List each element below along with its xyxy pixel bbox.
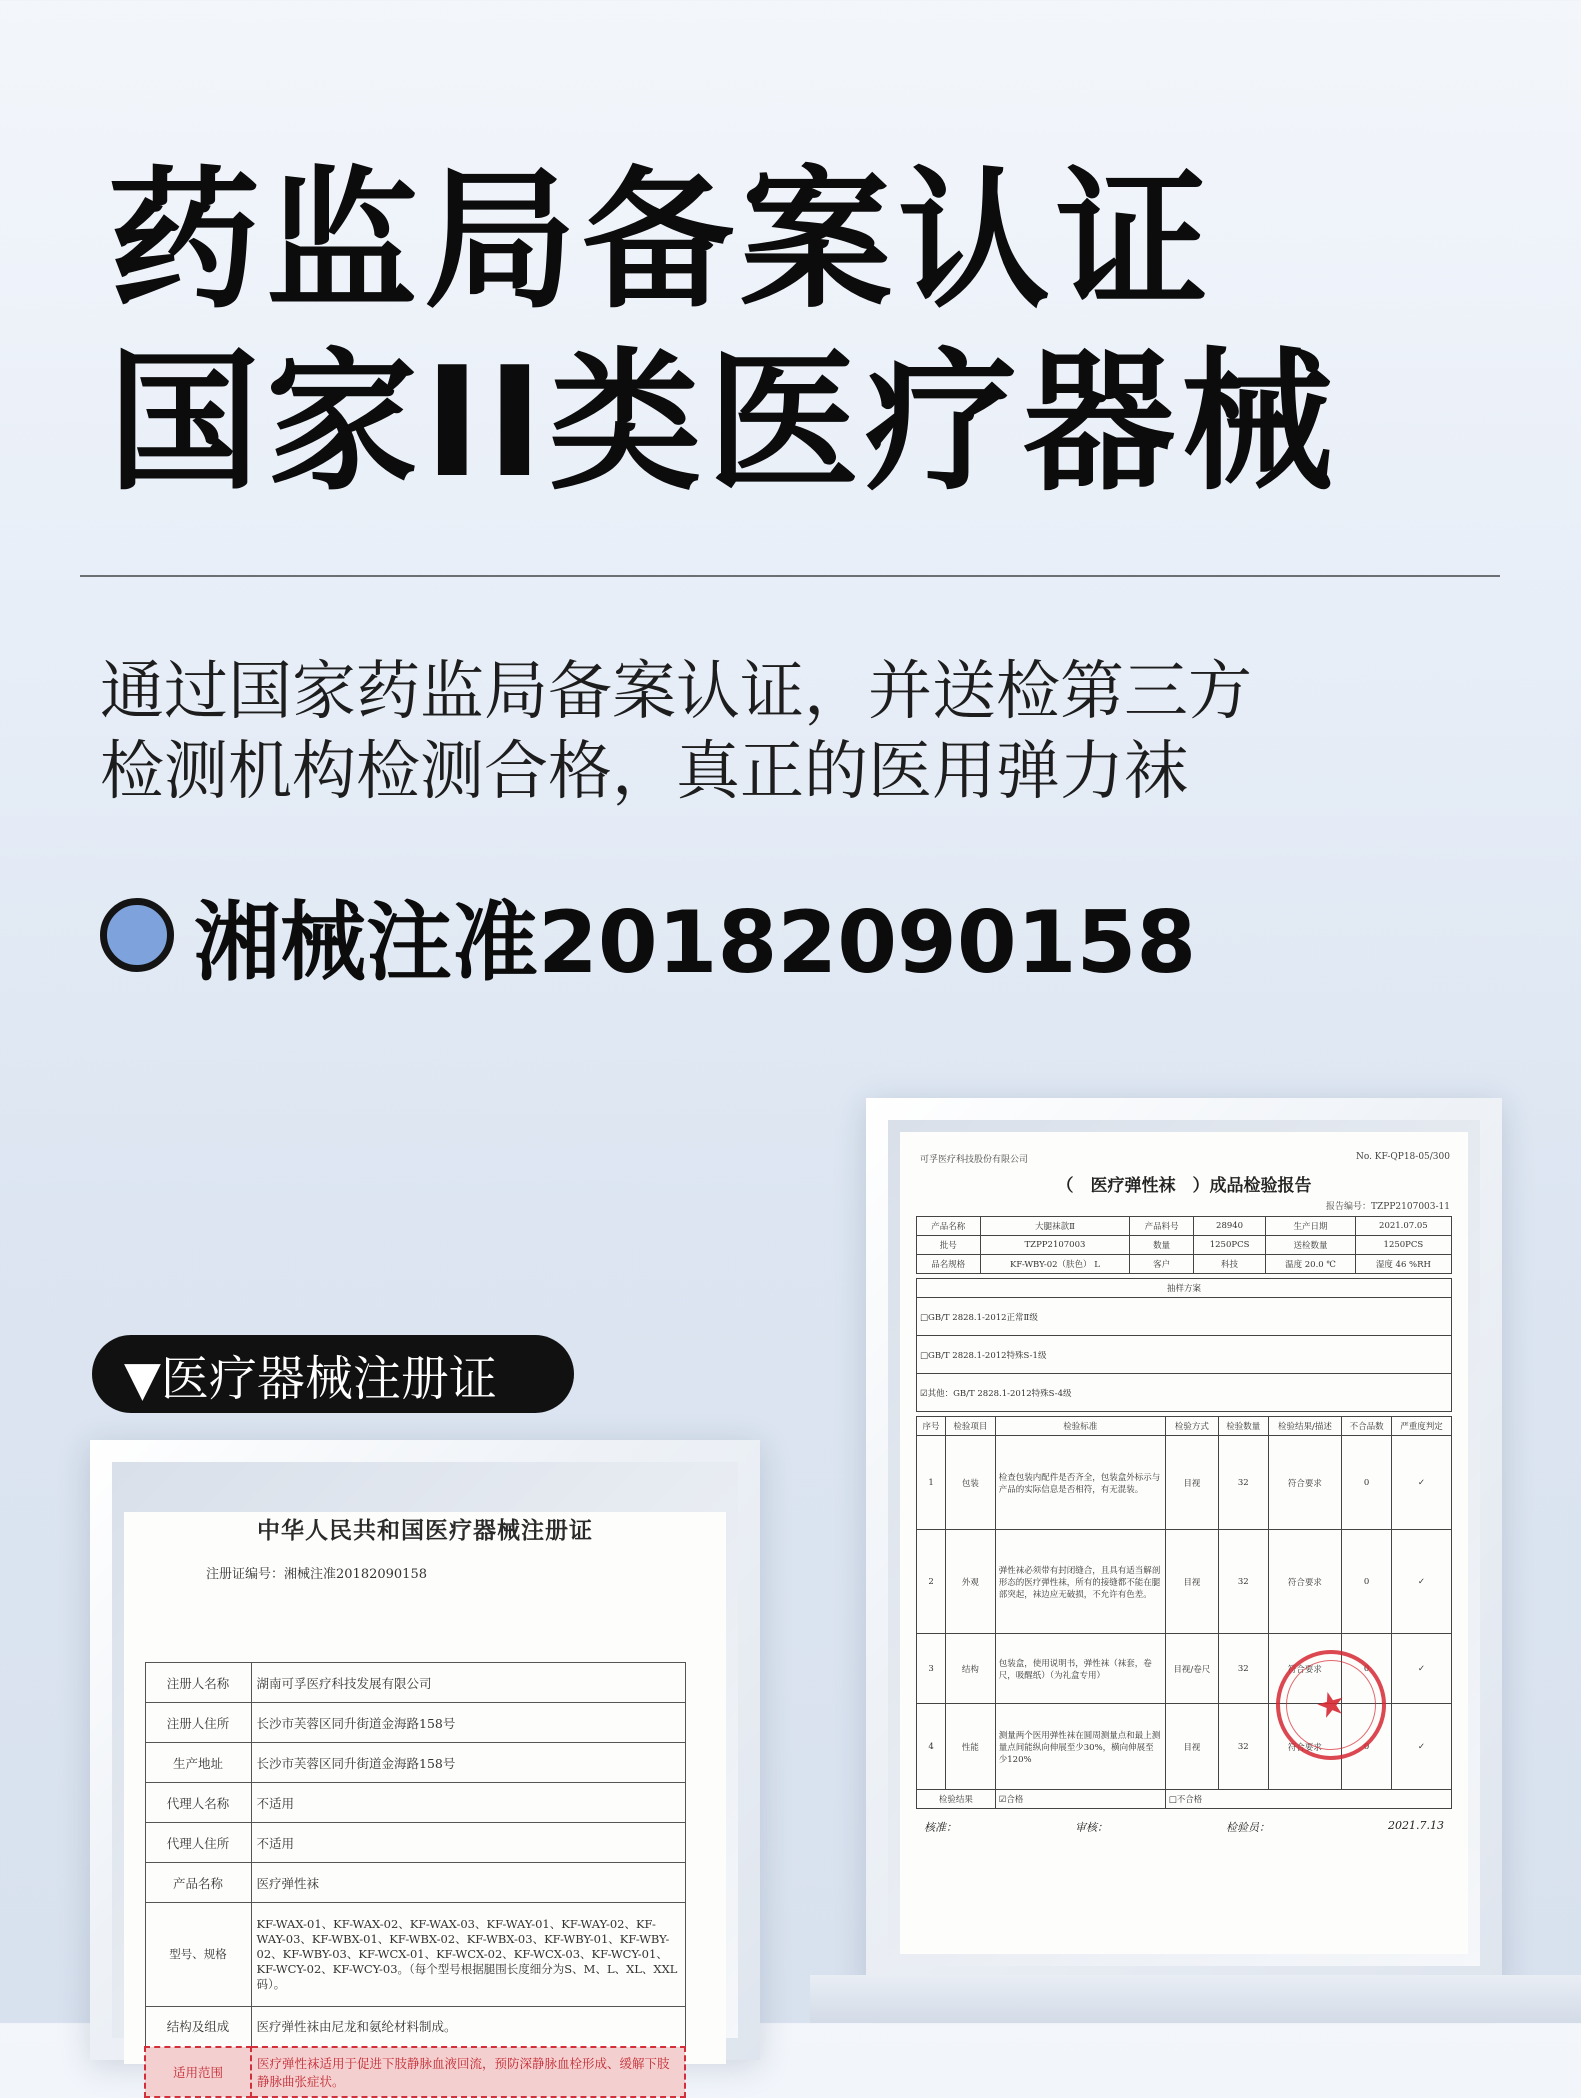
cell: 符合要求 — [1268, 1436, 1342, 1530]
row-value: 长沙市芙蓉区同升街道金海路158号 — [251, 1743, 685, 1783]
certificate-tag: ▼医疗器械注册证 — [92, 1335, 574, 1413]
table-row — [917, 1217, 1452, 1236]
row-key: 代理人住所 — [145, 1823, 251, 1863]
report-company: 可孚医疗科技股份有限公司 — [920, 1155, 1029, 1165]
seal-star-icon: ★ — [1276, 1650, 1386, 1760]
cell: 28940 — [1193, 1217, 1265, 1236]
col-header: 检验结果/描述 — [1268, 1417, 1342, 1436]
table-row — [145, 2007, 685, 2047]
cell: 目视 — [1165, 1530, 1218, 1634]
bullet-dot-icon — [100, 898, 174, 972]
row-key: 注册人名称 — [145, 1663, 251, 1703]
cell: 湿度 46 %RH — [1355, 1255, 1451, 1274]
cell: 检查包装内配件是否齐全，包装盒外标示与产品的实际信息是否相符，有无混装。 — [995, 1436, 1165, 1530]
cell: 温度 20.0 ℃ — [1266, 1255, 1356, 1274]
cell: 品名规格 — [917, 1255, 981, 1274]
certificate-table — [144, 1662, 686, 2098]
certificate-frame — [90, 1440, 760, 2089]
certificate-number: 注册证编号：湘械注准20182090158 — [206, 1567, 427, 1582]
headline-line-1: 药监局备案认证 — [108, 152, 1214, 329]
cell: 目视 — [1165, 1704, 1218, 1790]
cell: 生产日期 — [1266, 1217, 1356, 1236]
row-key: 适用范围 — [145, 2047, 251, 2097]
table-row — [917, 1790, 1452, 1809]
col-header: 检验方式 — [1165, 1417, 1218, 1436]
plan-label: 抽样方案 — [917, 1279, 1452, 1298]
row-key: 生产地址 — [145, 1743, 251, 1783]
report-frame — [866, 1098, 1502, 1988]
row-value: 长沙市芙蓉区同升街道金海路158号 — [251, 1703, 685, 1743]
registration-number — [100, 890, 1197, 993]
table-row — [917, 1298, 1452, 1336]
table-row-highlighted — [145, 2047, 685, 2097]
cell: 外观 — [946, 1530, 996, 1634]
col-header: 序号 — [917, 1417, 946, 1436]
cell: 大腿袜款Ⅱ — [980, 1217, 1130, 1236]
cell: 目视/卷尺 — [1165, 1634, 1218, 1704]
cell: 32 — [1218, 1530, 1268, 1634]
cell: 1250PCS — [1193, 1236, 1265, 1255]
cell: 包装盒，使用说明书，弹性袜（袜套，卷尺，吸醒纸）（为礼盒专用） — [995, 1634, 1165, 1704]
col-header: 检验项目 — [946, 1417, 996, 1436]
table-row — [145, 1703, 685, 1743]
description — [100, 652, 1252, 812]
report-doc-no: No. KF-QP18-05/300 — [1355, 1152, 1450, 1162]
check-icon: ✓ — [1391, 1704, 1451, 1790]
cell: 0 — [1342, 1634, 1392, 1704]
report-paper — [900, 1132, 1468, 1954]
description-line-2: 检测机构检测合格，真正的医用弹力袜 — [100, 735, 1188, 809]
row-key: 结构及组成 — [145, 2007, 251, 2047]
row-value: 湖南可孚医疗科技发展有限公司 — [251, 1663, 685, 1703]
table-row — [917, 1374, 1452, 1412]
cell: 送检数量 — [1266, 1236, 1356, 1255]
report-items-table — [916, 1416, 1452, 1809]
display-pedestal — [810, 1975, 1581, 2023]
cell: 数量 — [1130, 1236, 1194, 1255]
reviewer-label: 审核： — [1075, 1821, 1108, 1834]
description-line-1: 通过国家药监局备案认证，并送检第三方 — [100, 655, 1252, 729]
table-row — [917, 1436, 1452, 1530]
cell: 0 — [1342, 1530, 1392, 1634]
row-key: 产品名称 — [145, 1863, 251, 1903]
cell: 产品料号 — [1130, 1217, 1194, 1236]
row-key: 代理人名称 — [145, 1783, 251, 1823]
row-value: 医疗弹性袜 — [251, 1863, 685, 1903]
table-row — [145, 1783, 685, 1823]
cell: 科技 — [1193, 1255, 1265, 1274]
headline-line-2: 国家II类医疗器械 — [108, 334, 1340, 511]
row-key: 型号、规格 — [145, 1903, 251, 2007]
cell: 符合要求 — [1268, 1704, 1342, 1790]
cell: 性能 — [946, 1704, 996, 1790]
cell: 0 — [1342, 1704, 1392, 1790]
divider — [80, 575, 1500, 577]
cell: 结构 — [946, 1634, 996, 1704]
cell: 目视 — [1165, 1436, 1218, 1530]
cell: 包装 — [946, 1436, 996, 1530]
inspector-label: 检验员： — [1226, 1821, 1270, 1834]
table-header-row — [917, 1417, 1452, 1436]
row-key: 注册人住所 — [145, 1703, 251, 1743]
row-value: 医疗弹性袜适用于促进下肢静脉血液回流，预防深静脉血栓形成、缓解下肢静脉曲张症状。 — [251, 2047, 685, 2097]
report-number: 报告编号：TZPP2107003-11 — [1326, 1202, 1450, 1212]
cell: 客户 — [1130, 1255, 1194, 1274]
table-row — [145, 1823, 685, 1863]
table-row — [145, 1903, 685, 2007]
cell: KF-WBY-02（肤色） L — [980, 1255, 1130, 1274]
col-header: 检验标准 — [995, 1417, 1165, 1436]
report-title: （ 医疗弹性袜 ）成品检验报告 — [1056, 1176, 1312, 1196]
report-plan-table — [916, 1278, 1452, 1412]
table-row — [917, 1255, 1452, 1274]
row-value: 不适用 — [251, 1783, 685, 1823]
report-signatures — [900, 1809, 1468, 1835]
report-header — [900, 1132, 1468, 1165]
cell: 1250PCS — [1355, 1236, 1451, 1255]
table-row — [917, 1279, 1452, 1298]
cell: 3 — [917, 1634, 946, 1704]
report-frame-inner — [888, 1120, 1480, 1966]
col-header: 检验数量 — [1218, 1417, 1268, 1436]
col-header: 严重度判定 — [1391, 1417, 1451, 1436]
sign-date: 2021.7.13 — [1388, 1819, 1444, 1832]
conclusion-label: 检验结果 — [917, 1790, 996, 1809]
cell: 2021.07.05 — [1355, 1217, 1451, 1236]
plan-option: □GB/T 2828.1-2012特殊S-1级 — [917, 1336, 1452, 1374]
approver-label: 核准： — [924, 1821, 957, 1834]
report-info-table — [916, 1216, 1452, 1274]
cell: 4 — [917, 1704, 946, 1790]
registration-text: 湘械注准20182090158 — [194, 893, 1197, 993]
cell: 2 — [917, 1530, 946, 1634]
fail-label: □不合格 — [1165, 1790, 1451, 1809]
cell: 符合要求 — [1268, 1530, 1342, 1634]
table-row — [917, 1236, 1452, 1255]
table-row — [917, 1530, 1452, 1634]
row-value: 医疗弹性袜由尼龙和氨纶材料制成。 — [251, 2007, 685, 2047]
row-value: 不适用 — [251, 1823, 685, 1863]
table-row — [917, 1336, 1452, 1374]
check-icon: ✓ — [1391, 1530, 1451, 1634]
cell: 测量两个医用弹性袜在圆周测量点和最上测量点间能纵向伸展至少30%，横向伸展至少120% — [995, 1704, 1165, 1790]
cell: 0 — [1342, 1436, 1392, 1530]
cell: TZPP2107003 — [980, 1236, 1130, 1255]
plan-option: □GB/T 2828.1-2012正常Ⅱ级 — [917, 1298, 1452, 1336]
check-icon: ✓ — [1391, 1436, 1451, 1530]
check-icon: ✓ — [1391, 1634, 1451, 1704]
pass-label: ☑合格 — [995, 1790, 1165, 1809]
cell: 批号 — [917, 1236, 981, 1255]
row-value: KF-WAX-01、KF-WAX-02、KF-WAX-03、KF-WAY-01、KF-WAY-02、KF-WAY-03、KF-WBX-01、KF-WBX-02、KF-WBX-03、KF-WBY-01、KF-WBY-02、KF-WBY-03、KF-WCX-01、KF-WCX-02、KF-WCX-03、KF-WCY-01、KF-WCY-02、KF-WCY-03。（每个型号根据腿围长度细分为S、M、L、XL、XXL码）。 — [251, 1903, 685, 2007]
certificate-frame-inner — [112, 1462, 738, 2089]
cell: 32 — [1218, 1704, 1268, 1790]
table-row — [145, 1743, 685, 1783]
table-row — [145, 1663, 685, 1703]
headline — [108, 150, 1339, 514]
cell: 32 — [1218, 1436, 1268, 1530]
cell: 产品名称 — [917, 1217, 981, 1236]
cell: 32 — [1218, 1634, 1268, 1704]
certificate-title: 中华人民共和国医疗器械注册证 — [257, 1517, 593, 1544]
plan-option: ☑其他：GB/T 2828.1-2012特殊S-4级 — [917, 1374, 1452, 1412]
col-header: 不合品数 — [1342, 1417, 1392, 1436]
cell: 1 — [917, 1436, 946, 1530]
cell: 弹性袜必须带有封闭缝合，且具有适当解剖形态的医疗弹性袜，所有的接缝都不能在腿部突起，袜边应无破损，不允许有色差。 — [995, 1530, 1165, 1634]
certificate-paper — [124, 1512, 726, 2089]
table-row — [145, 1863, 685, 1903]
cell: 符合要求 — [1268, 1634, 1342, 1704]
